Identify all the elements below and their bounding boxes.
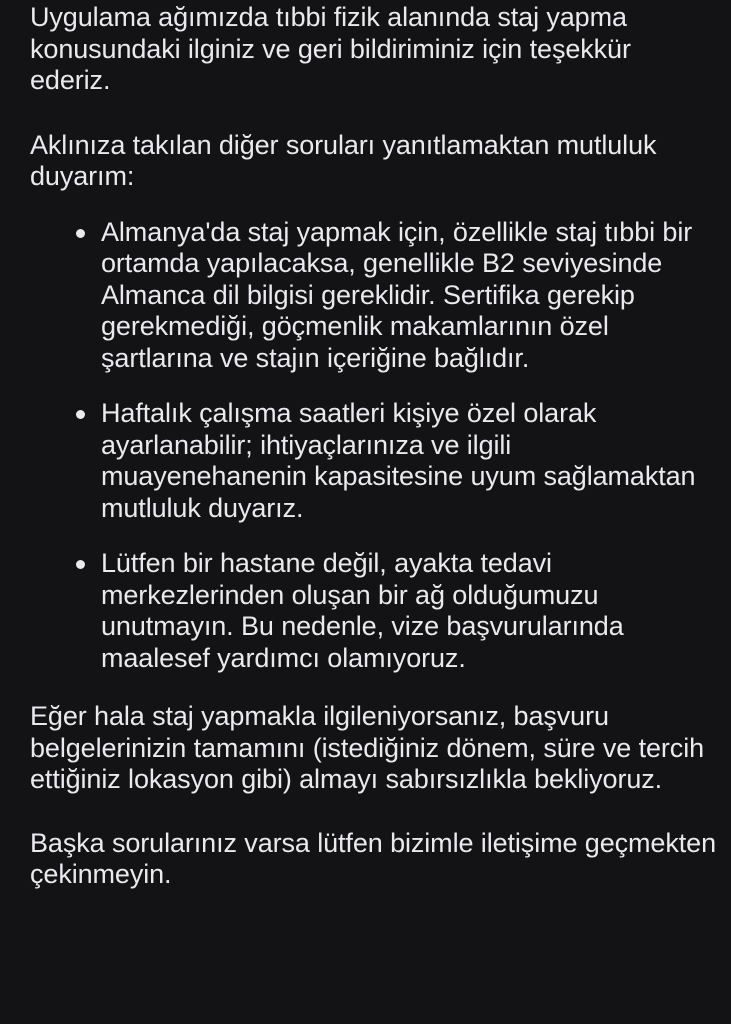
- list-item-text: Haftalık çalışma saatleri kişiye özel olarak ayarlanabilir; ihtiyaçlarınıza ve ilgili muayenehanenin kapasitesine uyum sağlamaktan mutluluk duyarız.: [101, 398, 696, 523]
- bullet-icon: [76, 410, 85, 419]
- intro-paragraph: Aklınıza takılan diğer soruları yanıtlamaktan mutluluk duyarım:: [30, 129, 657, 191]
- answers-list: [30, 217, 717, 675]
- list-item-text: Almanya'da staj yapmak için, özellikle staj tıbbi bir ortamda yapılacaksa, genellikle B2 seviyesinde Almanca dil bilgisi gereklidir. Sertifika gerekip gerekmediği, göçmenlik makamlarının özel şartlarına ve stajın içeriğine bağlıdır.: [101, 216, 693, 373]
- list-item-visa: [101, 548, 717, 674]
- bullet-icon: [76, 560, 85, 569]
- list-item-language: [101, 217, 717, 375]
- thank-you-paragraph: Uygulama ağımızda tıbbi fizik alanında staj yapma konusundaki ilginiz ve geri bildiriminiz için teşekkür ederiz.: [30, 2, 631, 95]
- bullet-icon: [76, 229, 85, 238]
- application-paragraph: Eğer hala staj yapmakla ilgileniyorsanız, başvuru belgelerinizin tamamını (istediğiniz dönem, süre ve tercih ettiğiniz lokasyon gibi) almayı sabırsızlıkla bekliyoruz.: [30, 701, 705, 794]
- closing-paragraph: Başka sorularınız varsa lütfen bizimle iletişime geçmekten çekinmeyin.: [30, 827, 716, 889]
- list-item-hours: [101, 398, 717, 524]
- list-item-text: Lütfen bir hastane değil, ayakta tedavi merkezlerinden oluşan bir ağ olduğumuzu unutmayın. Bu nedenle, vize başvurularında maalesef yardımcı olamıyoruz.: [101, 548, 624, 673]
